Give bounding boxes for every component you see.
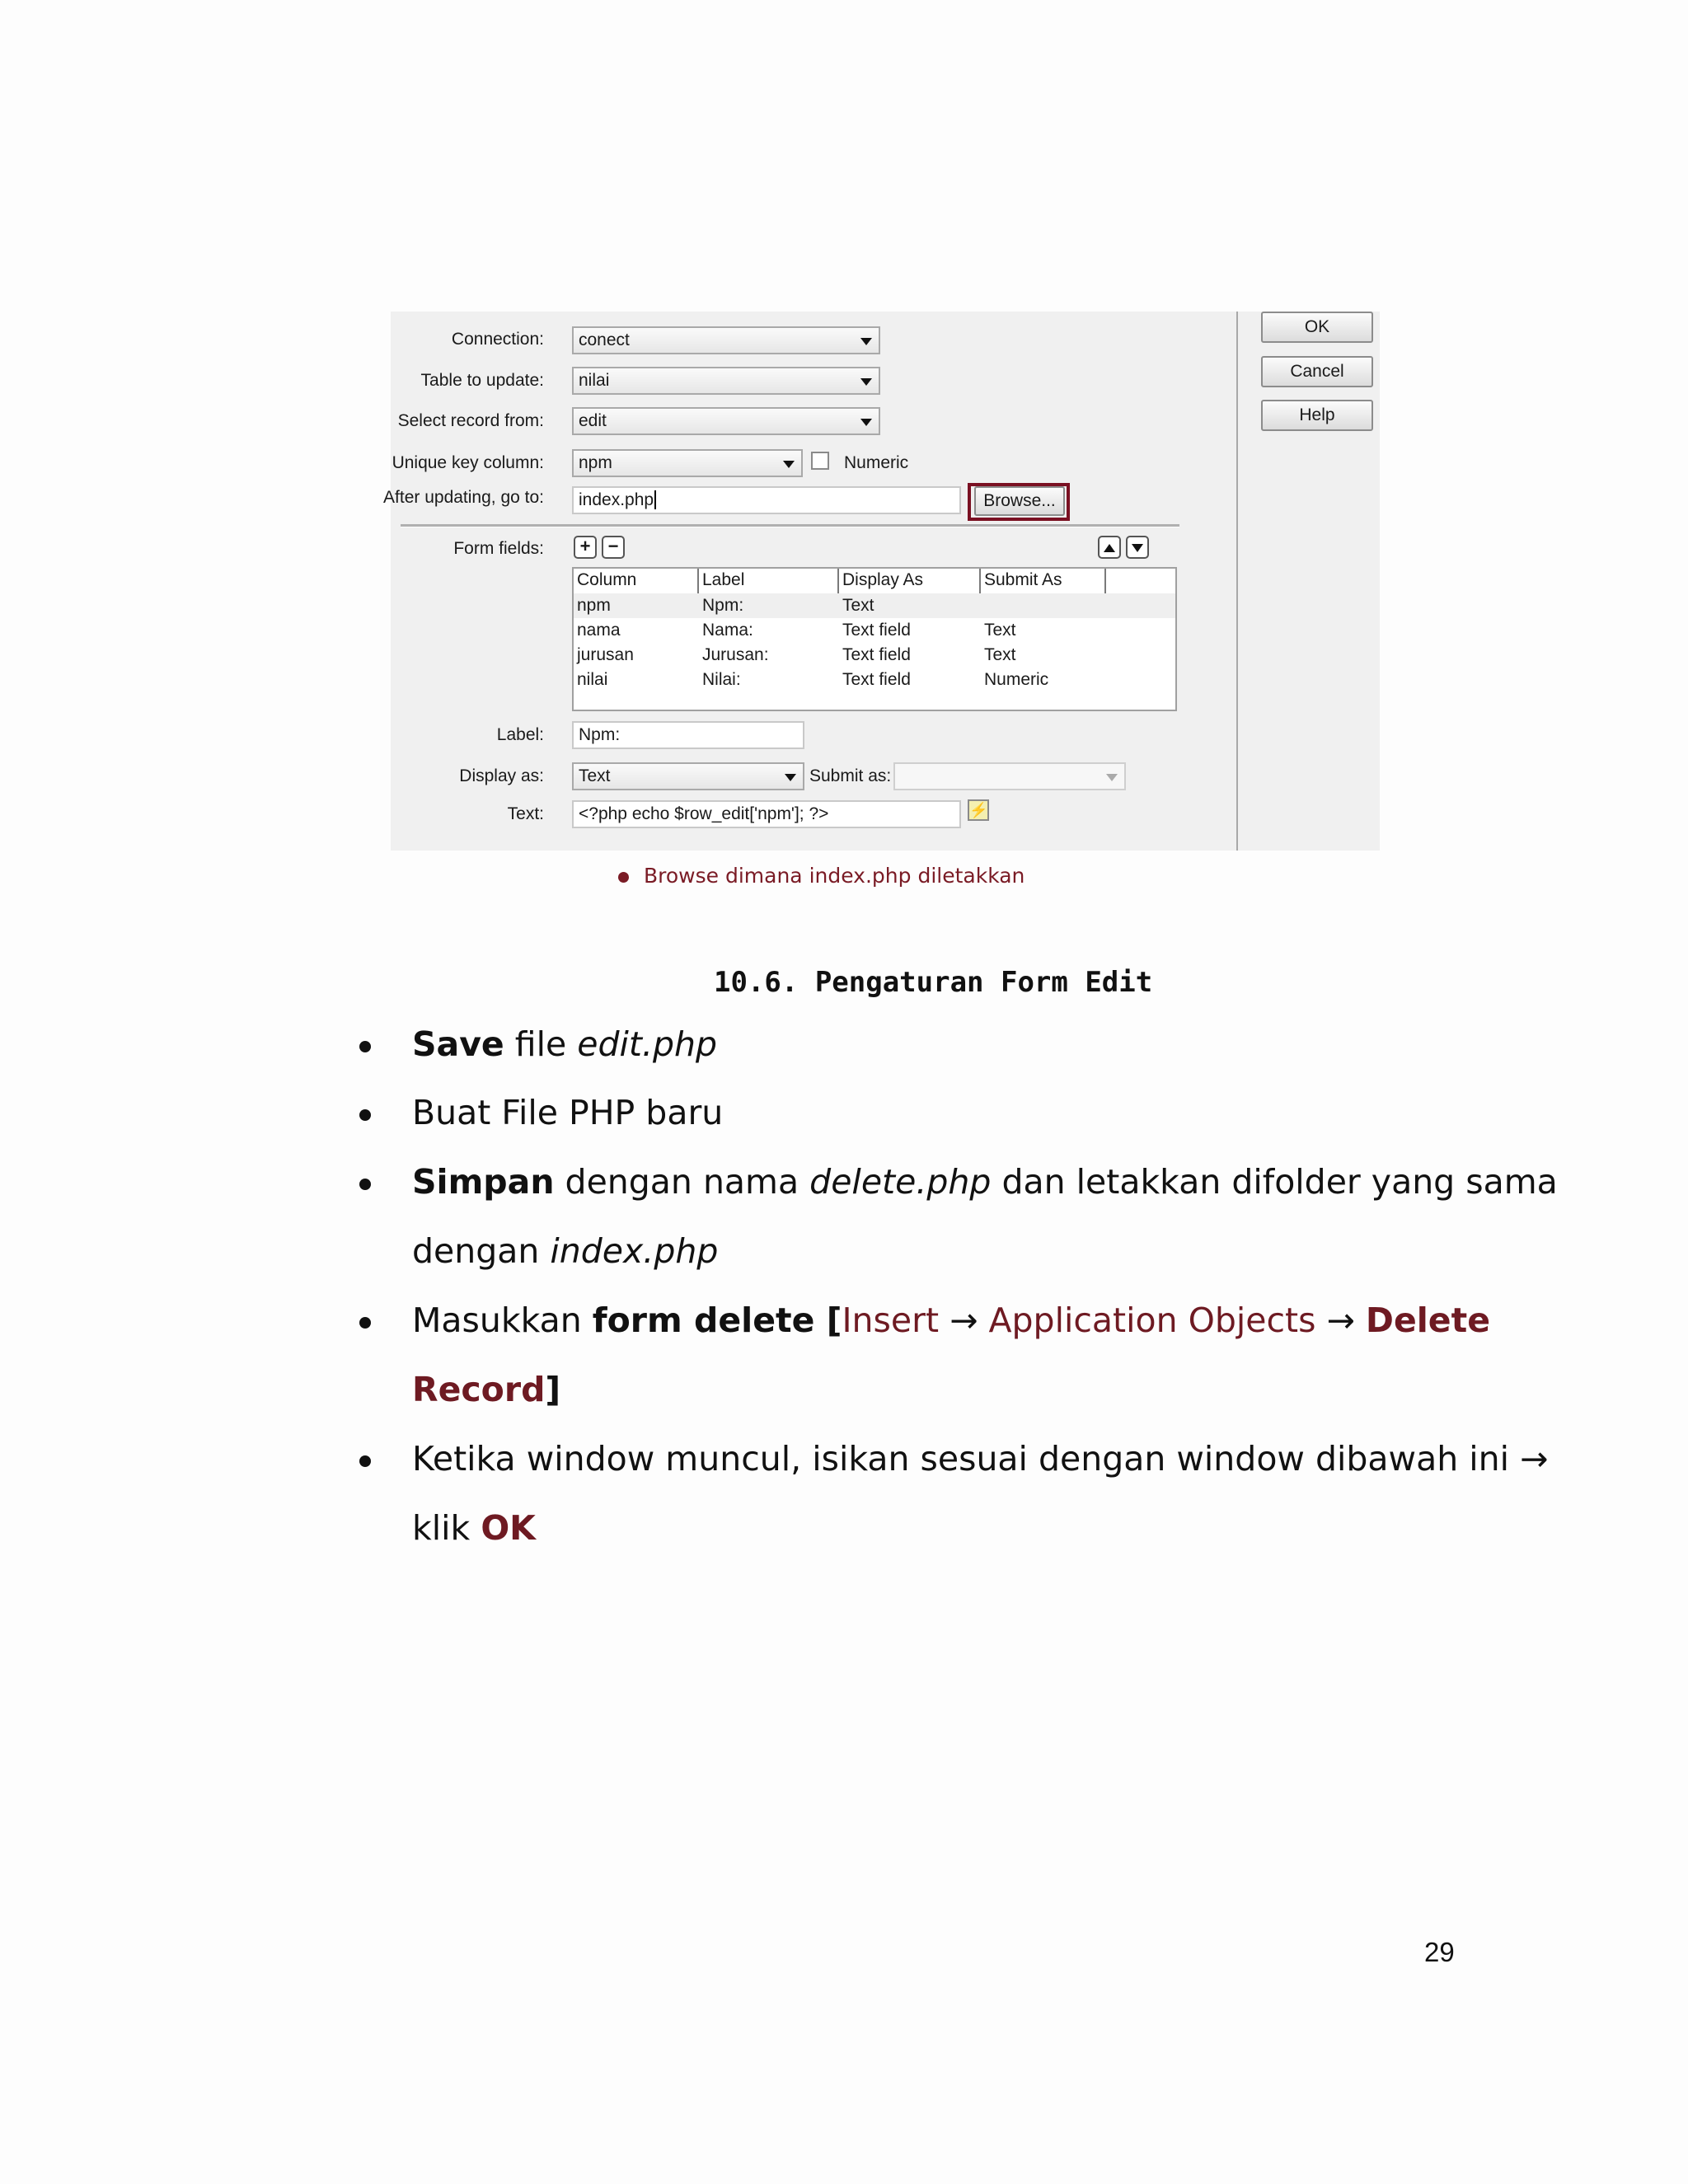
help-button[interactable]: Help [1261, 400, 1373, 431]
list-item-continuation [412, 1370, 560, 1409]
add-field-button[interactable]: + [574, 536, 597, 559]
bullet-dot-icon [618, 872, 629, 883]
plain-text: dengan nama [554, 1162, 810, 1202]
cell-display-as: Text field [842, 645, 911, 664]
table-row[interactable] [574, 618, 1175, 643]
dialog-separator [401, 524, 1179, 527]
chevron-down-icon [1106, 774, 1118, 781]
move-up-button[interactable] [1098, 536, 1121, 559]
numeric-checkbox[interactable] [811, 452, 829, 470]
list-item-text [412, 1024, 717, 1064]
numeric-label: Numeric [844, 453, 909, 472]
table-header [574, 569, 1175, 595]
dynamic-data-icon[interactable]: ⚡ [968, 799, 989, 821]
bracket-text: ] [545, 1370, 561, 1409]
after-updating-input[interactable] [572, 486, 961, 514]
arrow-up-icon [1104, 544, 1115, 552]
menu-path-application-objects: Application Objects [988, 1301, 1316, 1340]
field-label-label: Label: [496, 725, 544, 744]
text-input[interactable]: <?php echo $row_edit['npm']; ?> [572, 800, 961, 828]
plain-text: dengan [412, 1231, 551, 1271]
menu-path-record: Record [412, 1370, 546, 1409]
bold-text: Simpan [412, 1162, 555, 1202]
field-label-input[interactable]: Npm: [572, 721, 804, 749]
bold-text: Save [412, 1024, 504, 1064]
cell-column: nama [577, 621, 621, 640]
italic-text: edit.php [577, 1024, 718, 1064]
page-number: 29 [1424, 1937, 1455, 1967]
cell-column: jurusan [577, 645, 634, 664]
column-header-column[interactable]: Column [574, 569, 699, 593]
list-item-continuation [412, 1231, 718, 1271]
figure-note [618, 864, 1025, 888]
plain-text: klik [412, 1508, 481, 1548]
ok-highlight-text: OK [481, 1508, 536, 1548]
plain-text: file [504, 1024, 578, 1064]
cell-submit-as: Text [984, 621, 1016, 640]
unique-key-value: npm [579, 453, 612, 472]
list-item-text: Buat File PHP baru [412, 1093, 724, 1132]
select-record-label: Select record from: [397, 411, 544, 430]
submit-as-select[interactable] [893, 762, 1126, 790]
table-row[interactable] [574, 643, 1175, 668]
cell-label: Nilai: [702, 670, 741, 689]
form-fields-label: Form fields: [453, 539, 544, 558]
cell-column: nilai [577, 670, 608, 689]
ok-button[interactable]: OK [1261, 312, 1373, 343]
figure-title: 10.6. Pengaturan Form Edit [714, 966, 1153, 999]
cancel-button[interactable]: Cancel [1261, 356, 1373, 387]
submit-as-label: Submit as: [809, 766, 892, 785]
after-updating-value: index.php [579, 490, 654, 509]
cell-submit-as: Numeric [984, 670, 1049, 689]
remove-field-button[interactable]: − [602, 536, 625, 559]
figure-note-text: Browse dimana index.php diletakkan [644, 864, 1025, 888]
cell-column: npm [577, 596, 611, 615]
chevron-down-icon [860, 419, 872, 426]
bullet-dot-icon [359, 1109, 371, 1121]
connection-select[interactable] [572, 326, 880, 354]
list-item-text [412, 1162, 1558, 1202]
display-as-select[interactable] [572, 762, 804, 790]
chevron-down-icon [783, 461, 795, 468]
table-to-update-value: nilai [579, 371, 610, 390]
unique-key-select[interactable] [572, 449, 803, 477]
chevron-down-icon [860, 378, 872, 386]
table-row[interactable] [574, 668, 1175, 692]
italic-text: index.php [550, 1231, 719, 1271]
menu-path-delete: Delete [1365, 1301, 1491, 1340]
display-as-value: Text [579, 766, 611, 785]
select-record-select[interactable] [572, 407, 880, 435]
list-item-text [412, 1301, 1490, 1340]
bullet-dot-icon [359, 1455, 371, 1467]
bracket-text: [ [814, 1301, 842, 1340]
menu-path-insert: Insert [842, 1301, 940, 1340]
cell-label: Nama: [702, 621, 753, 640]
table-to-update-label: Table to update: [420, 371, 544, 390]
cell-display-as: Text [842, 596, 874, 615]
text-label: Text: [507, 804, 544, 823]
cell-submit-as: Text [984, 645, 1016, 664]
after-updating-label: After updating, go to: [383, 488, 544, 507]
form-fields-table [572, 567, 1177, 711]
connection-label: Connection: [451, 330, 544, 349]
arrow-text: → [1315, 1301, 1366, 1340]
cell-display-as: Text field [842, 670, 911, 689]
bullet-dot-icon [359, 1317, 371, 1329]
table-to-update-select[interactable] [572, 367, 880, 395]
column-header-label[interactable]: Label [699, 569, 839, 593]
arrow-text: → [939, 1301, 989, 1340]
column-header-display-as[interactable]: Display As [839, 569, 981, 593]
arrow-down-icon [1132, 544, 1143, 552]
chevron-down-icon [785, 774, 796, 781]
chevron-down-icon [860, 338, 872, 345]
table-row[interactable] [574, 593, 1175, 618]
browse-button[interactable]: Browse... [974, 486, 1065, 516]
display-as-label: Display as: [459, 766, 544, 785]
column-header-submit-as[interactable]: Submit As [981, 569, 1106, 593]
cell-label: Npm: [702, 596, 744, 615]
bullet-dot-icon [359, 1179, 371, 1190]
move-down-button[interactable] [1126, 536, 1149, 559]
cell-display-as: Text field [842, 621, 911, 640]
connection-value: conect [579, 330, 630, 349]
cell-label: Jurusan: [702, 645, 769, 664]
list-item-text: Ketika window muncul, isikan sesuai dengan window dibawah ini → [412, 1439, 1549, 1479]
plain-text: Masukkan [412, 1301, 593, 1340]
plain-text: dan letakkan difolder yang sama [991, 1162, 1558, 1202]
bold-text: form delete [592, 1301, 815, 1340]
select-record-value: edit [579, 411, 607, 430]
list-item-continuation [412, 1508, 536, 1548]
dialog-divider [1236, 312, 1238, 851]
italic-text: delete.php [809, 1162, 992, 1202]
unique-key-label: Unique key column: [392, 453, 544, 472]
update-record-dialog [383, 312, 1380, 851]
bullet-dot-icon [359, 1041, 371, 1052]
browse-highlight-box [968, 483, 1070, 521]
